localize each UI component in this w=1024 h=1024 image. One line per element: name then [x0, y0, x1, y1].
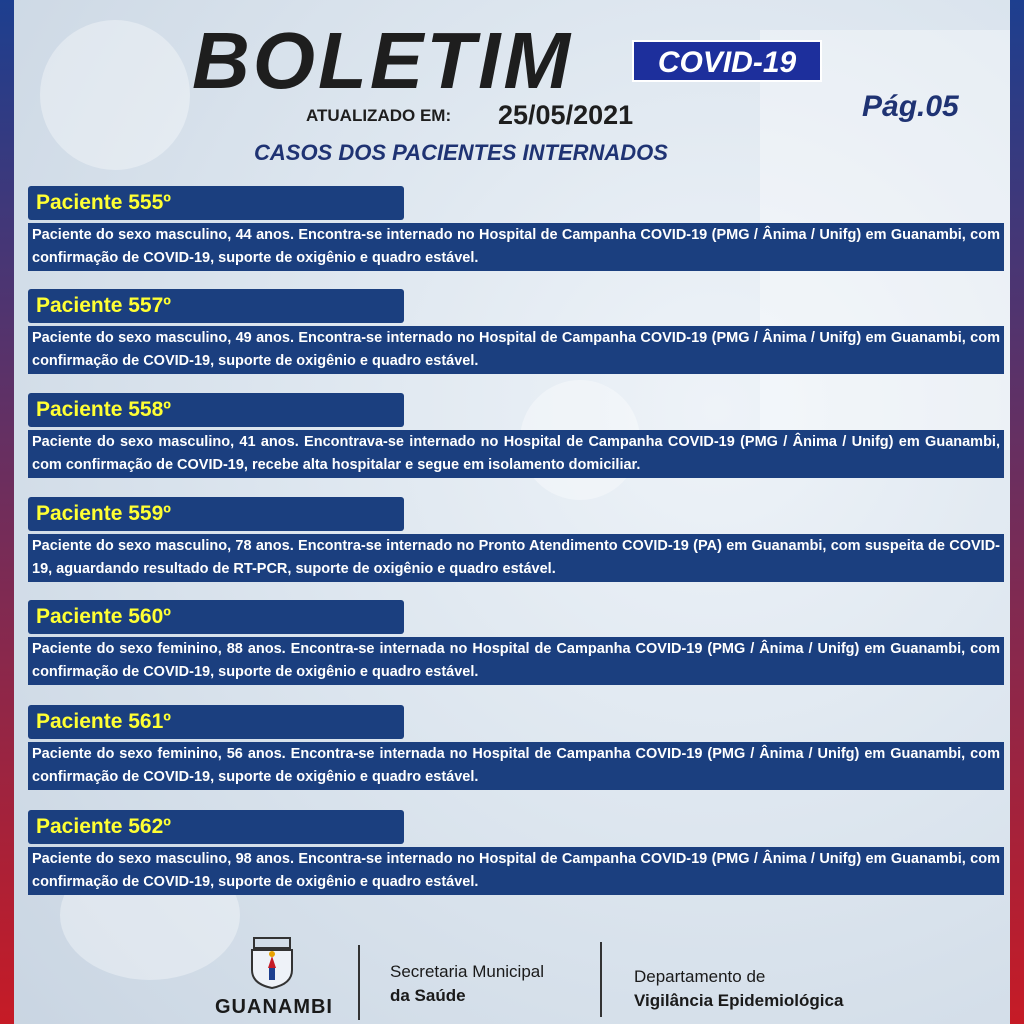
patient-description: Paciente do sexo masculino, 78 anos. Encontra-se internado no Pronto Atendimento COVID-19 (PA) em Guanambi, com suspeita de COVID-19, aguardando resultado de RT-PCR, suporte de oxigênio e quadro estável. — [28, 534, 1004, 582]
patient-name: Paciente 562º — [28, 810, 404, 844]
patient-name: Paciente 560º — [28, 600, 404, 634]
patient-name: Paciente 559º — [28, 497, 404, 531]
patient-description: Paciente do sexo masculino, 41 anos. Encontrava-se internado no Hospital de Campanha COVID-19 (PMG / Ânima / Unifg) em Guanambi, com confirmação de COVID-19, recebe alta hospitalar e segue em isolamento domiciliar. — [28, 430, 1004, 478]
departamento-line-1: Departamento de — [634, 967, 766, 986]
patient-description: Paciente do sexo masculino, 44 anos. Encontra-se internado no Hospital de Campanha COVID-19 (PMG / Ânima / Unifg) em Guanambi, com confirmação de COVID-19, suporte de oxigênio e quadro estável. — [28, 223, 1004, 271]
updated-date: 25/05/2021 — [498, 100, 634, 130]
section-subtitle: CASOS DOS PACIENTES INTERNADOS — [254, 140, 668, 165]
patient-card — [28, 186, 1004, 271]
logo-text: GUANAMBI — [215, 996, 333, 1018]
footer — [0, 930, 1024, 1024]
patient-card — [28, 705, 1004, 790]
footer-divider — [600, 942, 602, 1017]
patient-name: Paciente 561º — [28, 705, 404, 739]
patient-description: Paciente do sexo feminino, 56 anos. Encontra-se internada no Hospital de Campanha COVID-19 (PMG / Ânima / Unifg) em Guanambi, com confirmação de COVID-19, suporte de oxigênio e quadro estável. — [28, 742, 1004, 790]
patient-description: Paciente do sexo masculino, 98 anos. Encontra-se internado no Hospital de Campanha COVID-19 (PMG / Ânima / Unifg) em Guanambi, com confirmação de COVID-19, suporte de oxigênio e quadro estável. — [28, 847, 1004, 895]
secretaria-label — [390, 960, 544, 1008]
secretaria-line-2: da Saúde — [390, 986, 466, 1005]
patient-card — [28, 600, 1004, 685]
patient-name: Paciente 558º — [28, 393, 404, 427]
page-number: Pág.05 — [862, 90, 959, 123]
guanambi-logo — [214, 930, 334, 1024]
background-virus-shape — [40, 20, 190, 170]
patient-description: Paciente do sexo masculino, 49 anos. Encontra-se internado no Hospital de Campanha COVID-19 (PMG / Ânima / Unifg) em Guanambi, com confirmação de COVID-19, suporte de oxigênio e quadro estável. — [28, 326, 1004, 374]
patient-name: Paciente 555º — [28, 186, 404, 220]
secretaria-line-1: Secretaria Municipal — [390, 962, 545, 981]
departamento-line-2: Vigilância Epidemiológica — [634, 991, 844, 1010]
covid-tag: COVID-19 — [632, 40, 822, 82]
patient-card — [28, 393, 1004, 478]
left-border — [0, 0, 14, 1024]
updated-label: ATUALIZADO EM: — [306, 106, 452, 125]
crest-icon — [246, 934, 298, 990]
right-border — [1010, 0, 1024, 1024]
patient-card — [28, 289, 1004, 374]
departamento-label — [634, 965, 843, 1013]
patient-description: Paciente do sexo feminino, 88 anos. Encontra-se internada no Hospital de Campanha COVID-19 (PMG / Ânima / Unifg) em Guanambi, com confirmação de COVID-19, suporte de oxigênio e quadro estável. — [28, 637, 1004, 685]
footer-divider — [358, 945, 360, 1020]
bulletin-title: BOLETIM — [192, 16, 573, 105]
patient-name: Paciente 557º — [28, 289, 404, 323]
patient-card — [28, 810, 1004, 895]
patient-card — [28, 497, 1004, 582]
